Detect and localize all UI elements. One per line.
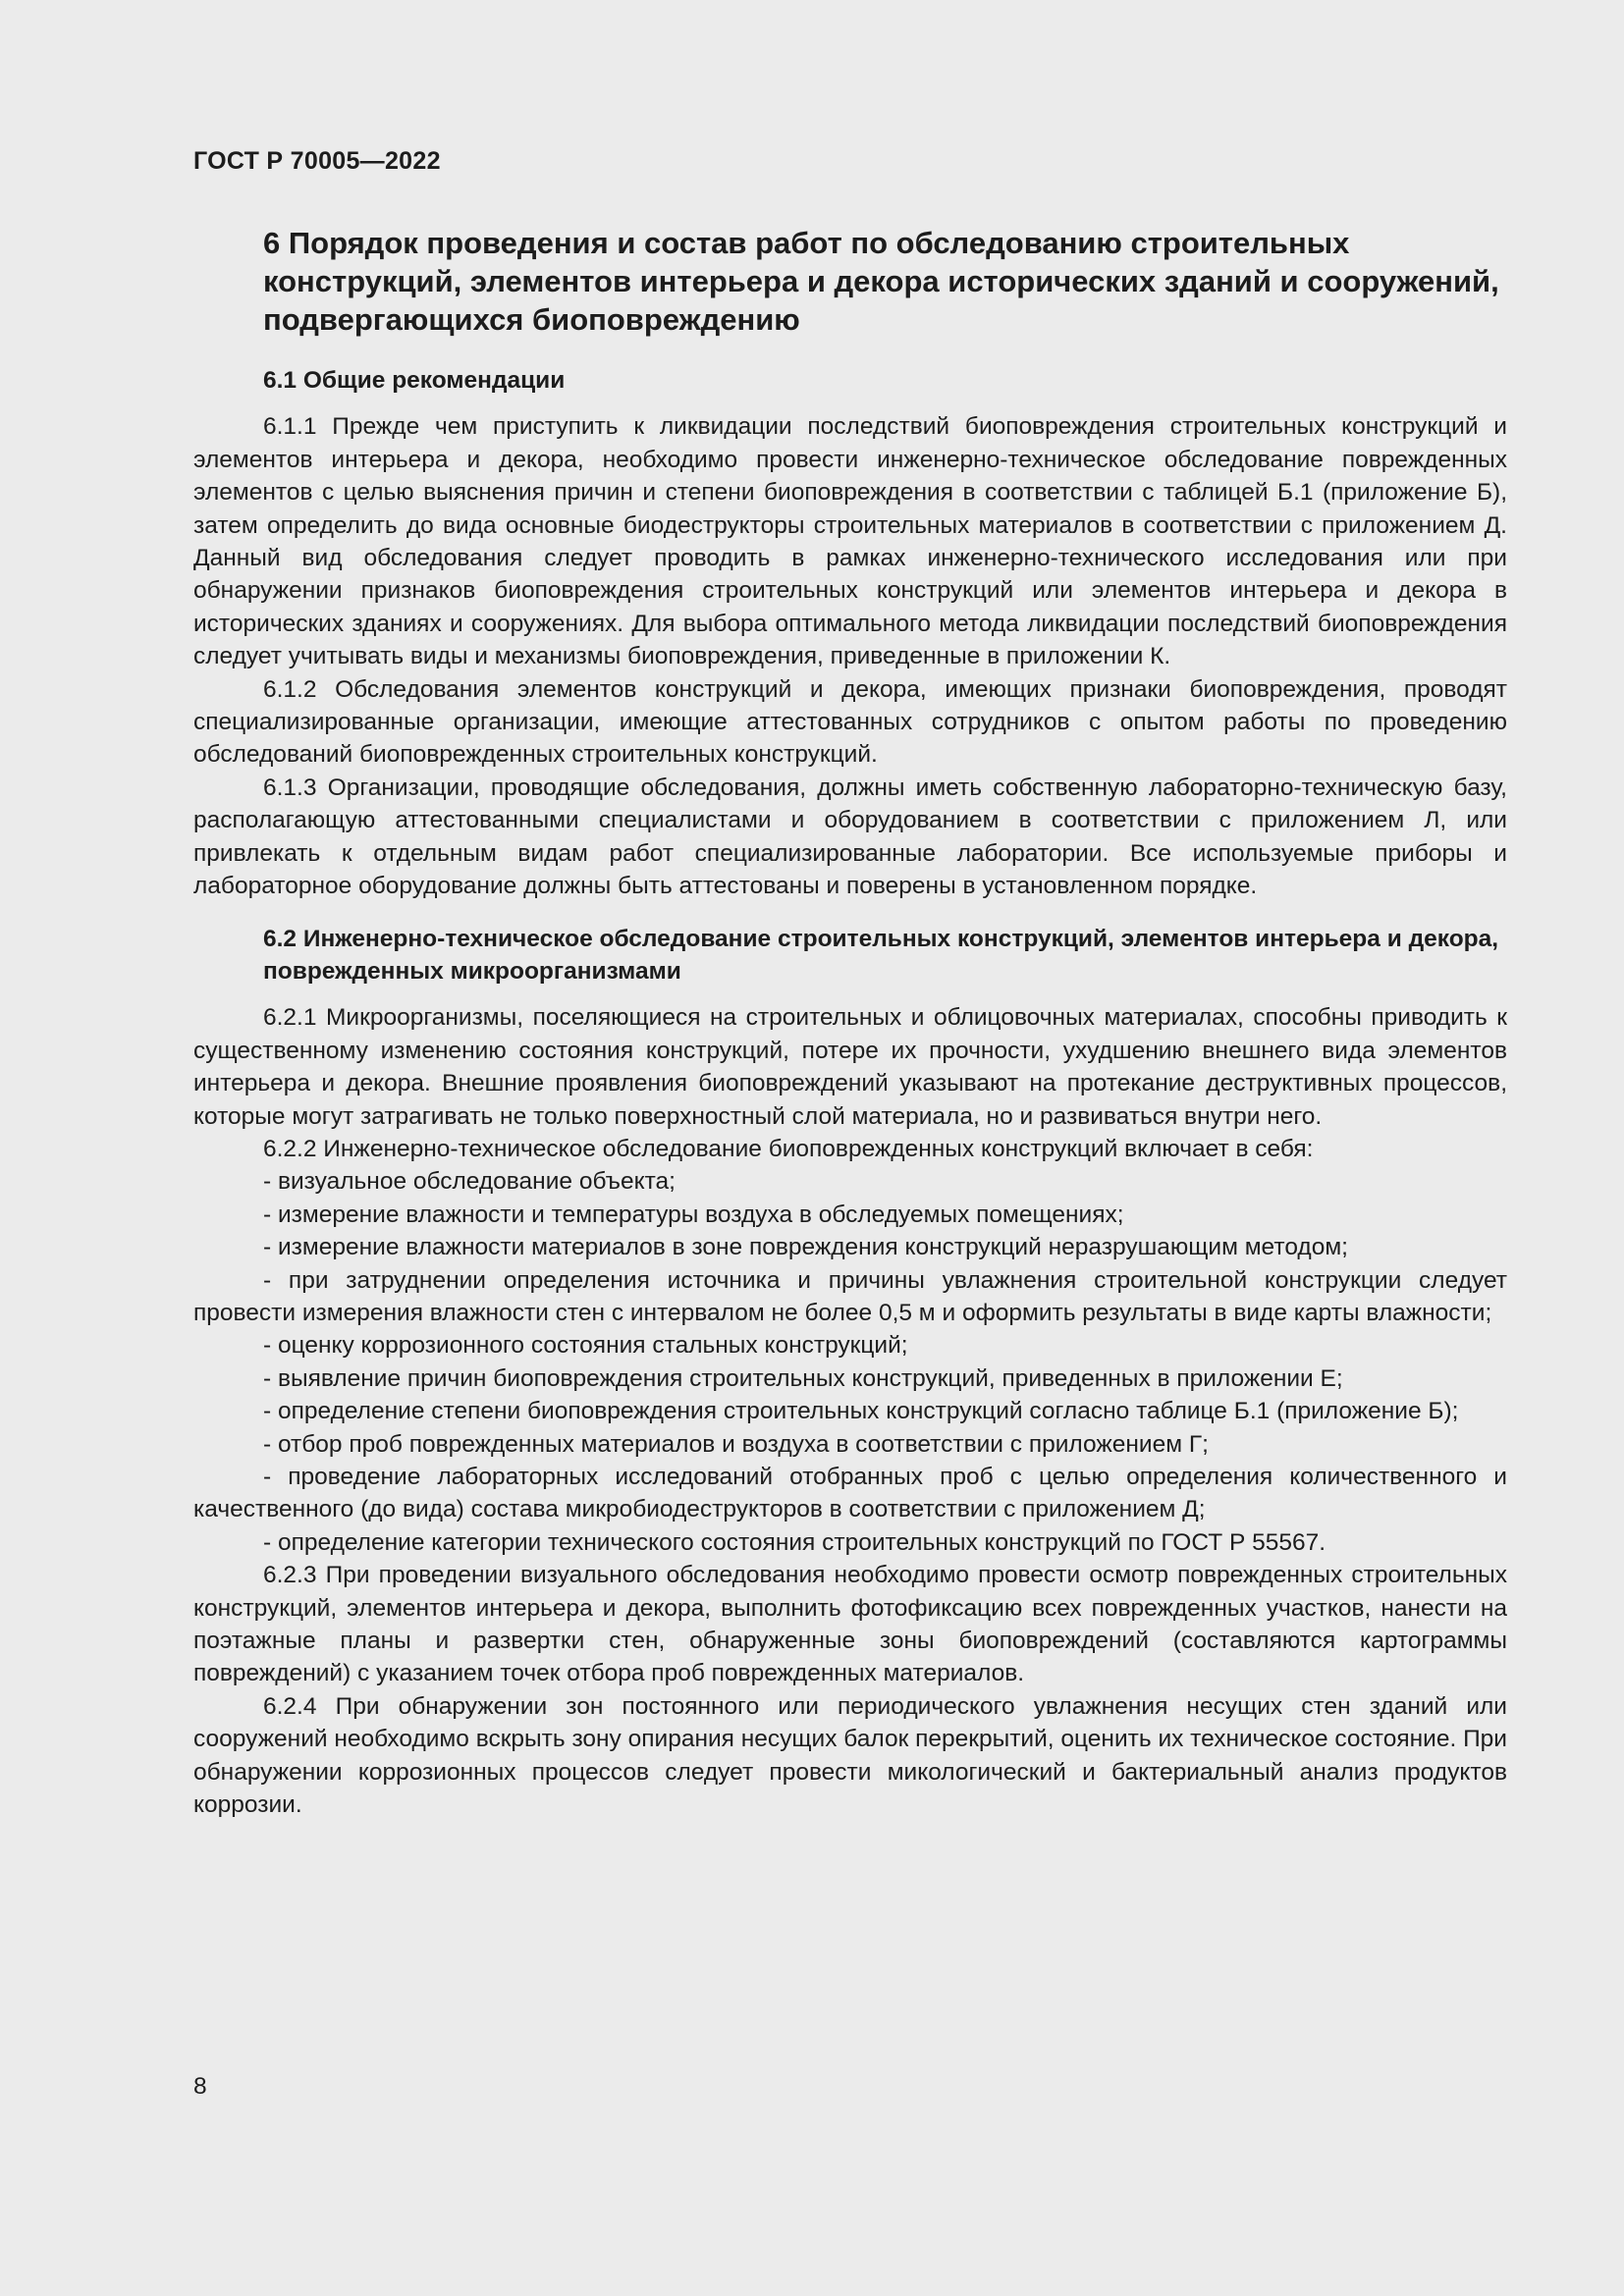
paragraph-6-1-2: 6.1.2 Обследования элементов конструкций и декора, имеющих признаки биоповреждения, проводят специализированные организации, имеющие аттестованных сотрудников с опытом работы по проведению обследований биоповрежденных строительных конструкций. <box>193 675 1507 769</box>
list-item: - оценку коррозионного состояния стальных конструкций; <box>263 1332 908 1360</box>
section-6-2-heading: 6.2 Инженерно-техническое обследование строительных конструкций, элементов интерьера и декора, поврежденных микроорганизмами <box>263 925 1499 985</box>
section-6-heading: 6 Порядок проведения и состав работ по обследованию строительных конструкций, элементов интерьера и декора исторических зданий и сооружений, подвергающихся биоповреждению <box>263 226 1499 337</box>
document-code: ГОСТ Р 70005—2022 <box>193 147 441 175</box>
paragraph-6-2-2: 6.2.2 Инженерно-техническое обследование биоповрежденных конструкций включает в себя: <box>263 1135 1314 1162</box>
list-item: - измерение влажности и температуры воздуха в обследуемых помещениях; <box>263 1201 1124 1228</box>
paragraph-6-1-1: 6.1.1 Прежде чем приступить к ликвидации последствий биоповреждения строительных конструкций и элементов интерьера и декора, необходимо провести инженерно-техническое обследование поврежденных элементов с целью выяснения причин и степени биоповреждения в соответствии с таблицей Б.1 (приложение Б), затем определить до вида основные биодеструкторы строительных материалов в соответствии с приложением Д. Данный вид обследования следует проводить в рамках инженерно-технического исследования или при обнаружении признаков биоповреждения строительных конструкций или элементов интерьера и декора в исторических зданиях и сооружениях. Для выбора оптимального метода ликвидации последствий биоповреждения следует учитывать виды и механизмы биоповреждения, приведенные в приложении К. <box>193 413 1507 670</box>
list-item: - при затруднении определения источника и причины увлажнения строительной конструкции следует провести измерения влажности стен с интервалом не более 0,5 м и оформить результаты в виде карты влажности; <box>193 1266 1507 1326</box>
list-item: - выявление причин биоповреждения строительных конструкций, приведенных в приложении Е; <box>263 1364 1343 1392</box>
list-item: - проведение лабораторных исследований отобранных проб с целью определения количественного и качественного (до вида) состава микробиодеструкторов в соответствии с приложением Д; <box>193 1464 1507 1523</box>
list-item: - определение категории технического состояния строительных конструкций по ГОСТ Р 55567. <box>263 1528 1326 1556</box>
section-6-1-heading: 6.1 Общие рекомендации <box>263 367 566 394</box>
document-body <box>193 224 1507 1821</box>
paragraph-6-2-1: 6.2.1 Микроорганизмы, поселяющиеся на строительных и облицовочных материалах, способны приводить к существенному изменению состояния конструкций, потере их прочности, ухудшению внешнего вида элементов интерьера и декора. Внешние проявления биоповреждений указывают на протекание деструктивных процессов, которые могут затрагивать не только поверхностный слой материала, но и развиваться внутри него. <box>193 1004 1507 1130</box>
page-number: 8 <box>193 2073 207 2100</box>
paragraph-6-1-3: 6.1.3 Организации, проводящие обследования, должны иметь собственную лабораторно-техническую базу, располагающую аттестованными специалистами и оборудованием в соответствии с приложением Л, или привлекать к отдельным видам работ специализированные лаборатории. Все используемые приборы и лабораторное оборудование должны быть аттестованы и поверены в установленном порядке. <box>193 774 1507 900</box>
list-item: - отбор проб поврежденных материалов и воздуха в соответствии с приложением Г; <box>263 1430 1209 1458</box>
list-item: - визуальное обследование объекта; <box>263 1168 676 1196</box>
list-item: - измерение влажности материалов в зоне повреждения конструкций неразрушающим методом; <box>263 1234 1348 1261</box>
paragraph-6-2-3: 6.2.3 При проведении визуального обследования необходимо провести осмотр поврежденных строительных конструкций, элементов интерьера и декора, выполнить фотофиксацию всех поврежденных участков, нанести на поэтажные планы и развертки стен, обнаруженные зоны биоповреждений (составляются картограммы повреждений) с указанием точек отбора проб поврежденных материалов. <box>193 1562 1507 1687</box>
paragraph-6-2-4: 6.2.4 При обнаружении зон постоянного или периодического увлажнения несущих стен зданий или сооружений необходимо вскрыть зону опирания несущих балок перекрытий, оценить их техническое состояние. При обнаружении коррозионных процессов следует провести микологический и бактериальный анализ продуктов коррозии. <box>193 1692 1507 1819</box>
list-item: - определение степени биоповреждения строительных конструкций согласно таблице Б.1 (приложение Б); <box>263 1398 1459 1425</box>
